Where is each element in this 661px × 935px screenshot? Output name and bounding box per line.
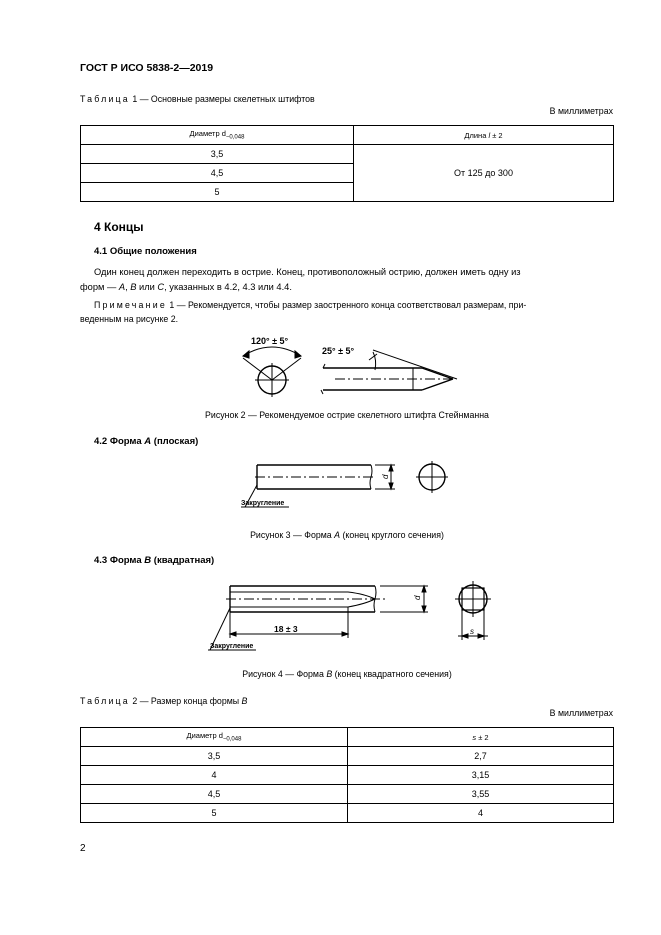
figure-4-dimension-length: 18 ± 3 (274, 624, 298, 634)
table2-cell-diameter: 4 (81, 766, 348, 785)
figure-4-rounding-label: Закругление (210, 643, 254, 650)
table-row (81, 785, 614, 804)
table1-cell-diameter: 5 (81, 183, 354, 202)
document-header: ГОСТ Р ИСО 5838-2—2019 (80, 62, 214, 74)
table-row (81, 804, 614, 823)
section-4-1-title: 4.1 Общие положения (94, 246, 197, 257)
table2-cell-s: 3,15 (348, 766, 614, 785)
section-4-3-title: 4.3 Форма B (квадратная) (94, 555, 215, 566)
note-1: Примечание 1 — Рекомендуется, чтобы размер заостренного конца соответствовал размерам, при- веденным на рисунке 2. (80, 300, 527, 324)
figure-2-drawing (225, 330, 465, 410)
table1-header-diameter: Диаметр $d_{-0,048}$ (81, 126, 354, 145)
section-4-title: 4 Концы (94, 220, 144, 234)
table1-caption (80, 94, 315, 104)
figure-3-caption: Рисунок 3 — Форма A (конец круглого сечения) (250, 530, 444, 540)
table2-header-diameter: Диаметр $d_{-0,048}$ (81, 728, 348, 747)
table1-cell-diameter: 3,5 (81, 145, 354, 164)
section-4-2-title: 4.2 Форма A (плоская) (94, 436, 199, 447)
table1-units: В миллиметрах (549, 106, 613, 116)
table2-header-s: s ± 2 (348, 728, 614, 747)
table1-caption-text: 1 — Основные размеры скелетных штифтов (132, 94, 315, 104)
figure-2-caption: Рисунок 2 — Рекомендуемое острие скелетного штифта Стейнманна (205, 410, 489, 420)
page-number: 2 (80, 843, 86, 854)
table1-caption-word: Таблица (80, 94, 130, 104)
table2-cell-s: 3,55 (348, 785, 614, 804)
table2 (80, 727, 614, 823)
figure-2-tip-angle-label: 25° ± 5° (322, 346, 355, 356)
figure-3-drawing (225, 455, 465, 520)
table1-cell-length: От 125 до 300 (354, 145, 614, 202)
table2-cell-s: 2,7 (348, 747, 614, 766)
table2-cell-s: 4 (348, 804, 614, 823)
figure-3-rounding-label: Закругление (241, 500, 285, 507)
figure-4-drawing (200, 572, 500, 656)
figure-4-caption: Рисунок 4 — Форма B (конец квадратного сечения) (242, 669, 452, 679)
table1-cell-diameter: 4,5 (81, 164, 354, 183)
table2-units: В миллиметрах (549, 708, 613, 718)
table2-cell-diameter: 5 (81, 804, 348, 823)
figure-4-dimension-d: d (413, 595, 422, 600)
figure-4-dimension-s: s (470, 627, 474, 636)
table2-cell-diameter: 3,5 (81, 747, 348, 766)
figure-3-dimension-d: d (381, 474, 390, 479)
table-row (81, 766, 614, 785)
section-4-1-paragraph: Один конец должен переходить в острие. Конец, противоположный острию, должен иметь одну из форм — A, B или C, указанных в 4.2, 4.3 или 4.4. (80, 267, 521, 292)
table2-cell-diameter: 4,5 (81, 785, 348, 804)
table-row (81, 747, 614, 766)
table1 (80, 125, 614, 202)
table2-caption: Таблица 2 — Размер конца формы B (80, 696, 248, 706)
table1-header-length: Длина l ± 2 (354, 126, 614, 145)
figure-2-angle-label: 120° ± 5° (251, 336, 289, 346)
